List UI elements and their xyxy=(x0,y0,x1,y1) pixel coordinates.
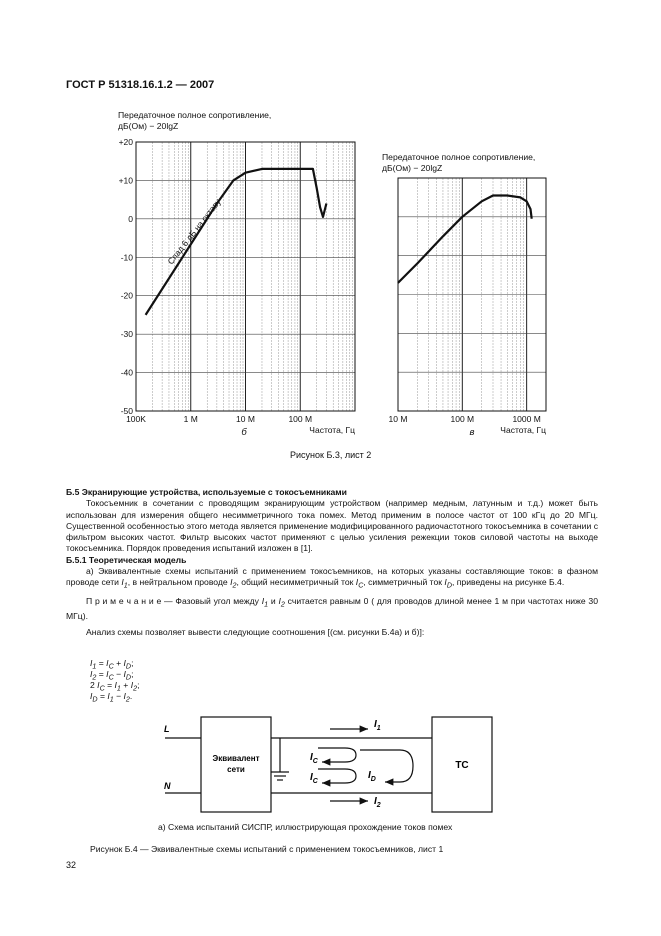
f3-eq: = xyxy=(104,680,115,690)
sym-sub: 1 xyxy=(109,695,114,704)
p2-text-a: а) Эквивалентные схемы испытаний с применением токосъемников, на которых указаны составляющие токов: в фазном проводе сети xyxy=(66,566,598,588)
section-heading: Б.5 Экранирующие устройства, используемые с токосъемниками xyxy=(66,487,347,497)
x-tick-label: 1 M xyxy=(183,414,198,424)
right-ylabel-line1: Передаточное полное сопротивление, xyxy=(382,152,536,162)
data-series-line xyxy=(398,196,532,283)
sym-letter: I xyxy=(114,680,117,690)
x-tick-label: 100 M xyxy=(450,414,475,424)
sym-sub: 1 xyxy=(264,601,269,610)
sym-sub: 2 xyxy=(133,684,138,693)
sym-sub: 2 xyxy=(92,673,97,682)
sym-sub: 1 xyxy=(92,662,97,671)
x-tick-label: 1000 M xyxy=(512,414,541,424)
sym-sub: 1 xyxy=(123,582,128,591)
charts-canvas xyxy=(0,0,661,460)
paragraph-2 xyxy=(66,566,598,592)
f1-op: + xyxy=(113,658,124,668)
y-tick-label: +10 xyxy=(118,175,133,186)
p2-text-b: , в нейтральном проводе xyxy=(127,577,231,588)
sym-sub: C xyxy=(99,684,105,693)
sym-letter: I xyxy=(123,658,126,668)
sym-letter: I xyxy=(90,669,93,679)
f3-op: + xyxy=(120,680,131,690)
y-tick-label: -50 xyxy=(120,406,133,416)
f1-eq: = xyxy=(96,658,107,668)
arrow-ic-upper xyxy=(318,748,356,762)
sym-letter: I xyxy=(106,669,109,679)
x-tick-label: 10 M xyxy=(236,414,255,424)
label-id-sub: D xyxy=(370,776,376,783)
sym-sub: C xyxy=(358,582,364,591)
sym-letter: I xyxy=(121,577,124,588)
left-ylabel-line2: дБ(Ом) − 20lgZ xyxy=(118,121,179,131)
diagram-caption: а) Схема испытаний СИСПР, иллюстрирующая прохождение токов помех xyxy=(158,822,453,832)
formula-4 xyxy=(90,691,132,706)
sym-letter: I xyxy=(130,680,134,690)
box-right-label: ТС xyxy=(455,760,469,771)
right-chart xyxy=(389,178,547,438)
sym-letter: I xyxy=(123,691,126,701)
circuit-diagram xyxy=(0,710,661,820)
left-chart xyxy=(119,137,356,438)
y-tick-label: +20 xyxy=(118,137,133,147)
f1-id xyxy=(123,658,132,671)
note-prefix: П р и м е ч а н и е — Фазовый угол между xyxy=(86,596,262,607)
f1-end: ; xyxy=(131,658,134,668)
sym-sub: C xyxy=(108,662,114,671)
f4-op: − xyxy=(113,691,124,701)
paragraph-1: Токосъемник в сочетании с проводящим экранирующим устройством (например медным, латунным и т.д.) может быть использован для измерения общего несимметричного тока помех. Метод применим в полосе частот от 100 кГц до 20 МГц. Существенной особенностью этого метода является применение модифицированного радиочастотного токосъемника в сочетании с фильтром высоких частот. Фильтр высоких частот применяют с целью усиления режекции токов силовой частоты на выходе токосъемника. Порядок проведения испытаний изложен в [1]. xyxy=(66,498,598,554)
box-left-line1: Эквивалент xyxy=(212,754,260,763)
sym-sub: 1 xyxy=(116,684,121,693)
sym-letter: I xyxy=(230,577,233,588)
label-ic-lower xyxy=(310,772,319,785)
y-tick-label: 0 xyxy=(128,213,133,224)
label-i2 xyxy=(374,796,381,809)
f2-id xyxy=(123,669,132,682)
sym-sub: C xyxy=(108,673,114,682)
f4-eq: = xyxy=(97,691,108,701)
data-series-line xyxy=(146,169,327,315)
y-tick-label: -20 xyxy=(120,290,133,301)
sym-letter: I xyxy=(444,577,447,588)
label-i2-letter: I xyxy=(374,796,377,807)
note xyxy=(66,596,598,622)
sym-letter: I xyxy=(90,691,93,701)
y-tick-label: -10 xyxy=(120,252,133,263)
f2-ic xyxy=(106,669,114,682)
x-tick-label: 10 M xyxy=(388,414,408,424)
sym-sub: 2 xyxy=(125,695,130,704)
chart-sublabel: б xyxy=(241,427,247,438)
label-n: N xyxy=(164,781,171,791)
label-i2-sub: 2 xyxy=(376,802,381,809)
f2-op: − xyxy=(113,669,124,679)
label-i1 xyxy=(374,719,381,732)
box-left-line2: сети xyxy=(227,765,245,774)
f4-id xyxy=(90,691,98,704)
sym-sub: 2 xyxy=(280,601,285,610)
p2-text-e: , приведены на рисунке Б.4. xyxy=(451,577,565,588)
label-ic-sub: C xyxy=(312,758,318,765)
label-i1-sub: 1 xyxy=(376,725,381,732)
sym-sub: D xyxy=(125,662,132,671)
page-number: 32 xyxy=(66,860,77,870)
sub-heading: Б.5.1 Теоретическая модель xyxy=(66,554,187,565)
label-ic-letter: I xyxy=(310,752,313,763)
x-tick-label: 100 M xyxy=(288,414,313,424)
label-id xyxy=(368,770,376,783)
sym-id xyxy=(444,577,452,591)
x-tick-label: 100K xyxy=(126,414,146,424)
label-ic-sub: C xyxy=(312,778,318,785)
label-l: L xyxy=(164,724,170,734)
f3-pre: 2 xyxy=(90,680,98,690)
right-ylabel-line2: дБ(Ом) − 20lgZ xyxy=(382,163,443,173)
f2-end: ; xyxy=(131,669,134,679)
sym-letter: I xyxy=(355,577,359,588)
p2-text-d: , симметричный ток xyxy=(363,577,445,588)
x-axis-label: Частота, Гц xyxy=(500,425,546,435)
figure-caption-b3: Рисунок Б.3, лист 2 xyxy=(290,450,372,460)
f2-eq: = xyxy=(96,669,107,679)
figure-caption-b4: Рисунок Б.4 — Эквивалентные схемы испытаний с применением токосъемников, лист 1 xyxy=(90,844,444,854)
label-ic-letter: I xyxy=(310,772,313,783)
label-i1-letter: I xyxy=(374,719,377,730)
y-tick-label: -30 xyxy=(120,329,133,340)
sym-letter: I xyxy=(123,669,126,679)
left-ylabel-line1: Передаточное полное сопротивление, xyxy=(118,110,272,120)
slope-annotation: Спад 6 дБ на октаву xyxy=(165,196,223,267)
chart-sublabel: в xyxy=(469,427,475,438)
x-axis-label: Частота, Гц xyxy=(309,425,355,435)
sym-letter: I xyxy=(106,658,109,668)
document-header: ГОСТ Р 51318.16.1.2 — 2007 xyxy=(66,79,215,91)
sym-sub: D xyxy=(446,582,452,591)
f3-ic xyxy=(97,680,105,693)
note-suffix: считается равным 0 ( для проводов длиной менее 1 м при частотах ниже 30 МГц). xyxy=(66,596,598,622)
paragraph-3: Анализ схемы позволяет вывести следующие соотношения [(см. рисунки Б.4а) и б)]: xyxy=(86,626,425,637)
y-tick-label: -40 xyxy=(120,367,133,378)
sym-sub: 2 xyxy=(232,582,237,591)
sym-letter: I xyxy=(97,680,100,690)
sym-sub: D xyxy=(125,673,132,682)
label-ic-upper xyxy=(310,752,319,765)
arrow-ic-lower xyxy=(318,769,356,783)
f3-end: ; xyxy=(137,680,140,690)
note-mid: и xyxy=(268,596,279,607)
sym-letter: I xyxy=(107,691,110,701)
label-id-letter: I xyxy=(368,770,371,781)
p2-text-c: , общий несимметричный ток xyxy=(236,577,356,588)
sym-letter: I xyxy=(90,658,93,668)
sym-letter: I xyxy=(261,596,265,607)
sym-sub: D xyxy=(92,695,98,704)
f4-end: . xyxy=(129,691,133,701)
body-text xyxy=(66,487,598,638)
f1-ic xyxy=(106,658,114,671)
sym-letter: I xyxy=(278,596,281,607)
